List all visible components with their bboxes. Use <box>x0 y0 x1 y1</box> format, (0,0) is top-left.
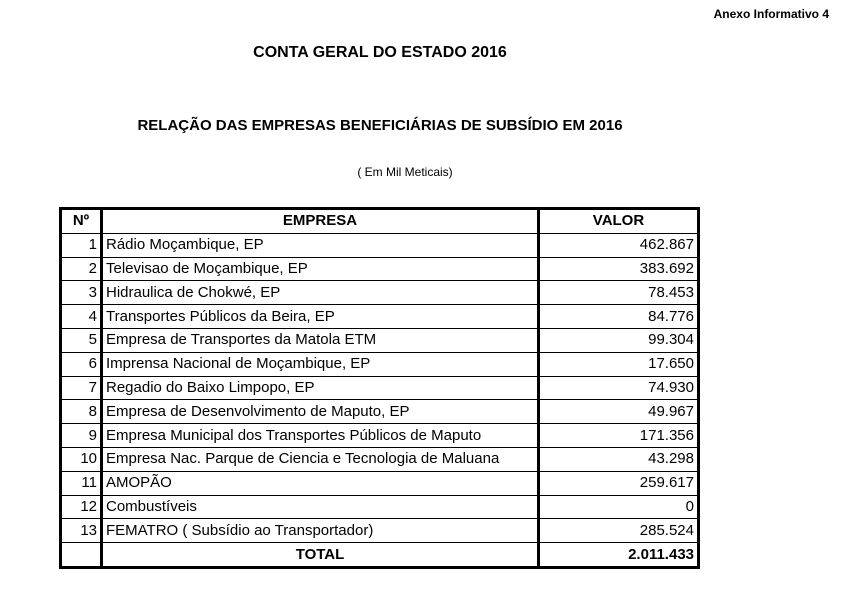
subsidy-value: 259.617 <box>539 471 699 495</box>
total-label: TOTAL <box>102 543 539 568</box>
subsidy-value: 74.930 <box>539 376 699 400</box>
subsidy-value: 99.304 <box>539 328 699 352</box>
table-row <box>61 352 699 376</box>
subsidy-table <box>59 207 700 569</box>
subsidy-value: 78.453 <box>539 281 699 305</box>
company-name: Hidraulica de Chokwé, EP <box>102 281 539 305</box>
company-name: Transportes Públicos da Beira, EP <box>102 305 539 329</box>
row-number: 6 <box>61 352 102 376</box>
subsidy-value: 17.650 <box>539 352 699 376</box>
column-header-empresa: EMPRESA <box>102 209 539 234</box>
company-name: Empresa de Desenvolvimento de Maputo, EP <box>102 400 539 424</box>
row-number: 8 <box>61 400 102 424</box>
row-number: 4 <box>61 305 102 329</box>
company-name: Televisao de Moçambique, EP <box>102 257 539 281</box>
company-name: Empresa Municipal dos Transportes Públicos de Maputo <box>102 424 539 448</box>
table-row <box>61 400 699 424</box>
subsidy-value: 462.867 <box>539 233 699 257</box>
subsidy-value: 43.298 <box>539 447 699 471</box>
table-row <box>61 495 699 519</box>
company-name: Imprensa Nacional de Moçambique, EP <box>102 352 539 376</box>
row-number: 1 <box>61 233 102 257</box>
column-header-no: Nº <box>61 209 102 234</box>
document-title: CONTA GERAL DO ESTADO 2016 <box>253 44 507 61</box>
company-name: Empresa de Transportes da Matola ETM <box>102 328 539 352</box>
subsidy-value: 49.967 <box>539 400 699 424</box>
row-number: 13 <box>61 519 102 543</box>
row-number: 11 <box>61 471 102 495</box>
subsidy-value: 84.776 <box>539 305 699 329</box>
row-number: 5 <box>61 328 102 352</box>
table-row <box>61 233 699 257</box>
company-name: Regadio do Baixo Limpopo, EP <box>102 376 539 400</box>
table-body <box>61 233 699 542</box>
table-row <box>61 376 699 400</box>
table-header-row <box>61 209 699 234</box>
column-header-valor: VALOR <box>539 209 699 234</box>
total-value: 2.011.433 <box>539 543 699 568</box>
company-name: Rádio Moçambique, EP <box>102 233 539 257</box>
row-number: 9 <box>61 424 102 448</box>
total-no-cell <box>61 543 102 568</box>
table-row <box>61 257 699 281</box>
row-number: 12 <box>61 495 102 519</box>
row-number: 2 <box>61 257 102 281</box>
unit-note: ( Em Mil Meticais) <box>357 165 453 179</box>
company-name: Combustíveis <box>102 495 539 519</box>
table-row <box>61 447 699 471</box>
subsidy-value: 0 <box>539 495 699 519</box>
table-row <box>61 519 699 543</box>
subsidy-value: 383.692 <box>539 257 699 281</box>
row-number: 3 <box>61 281 102 305</box>
row-number: 7 <box>61 376 102 400</box>
subsidy-value: 285.524 <box>539 519 699 543</box>
document-subtitle: RELAÇÃO DAS EMPRESAS BENEFICIÁRIAS DE SUBSÍDIO EM 2016 <box>137 117 623 134</box>
company-name: FEMATRO ( Subsídio ao Transportador) <box>102 519 539 543</box>
row-number: 10 <box>61 447 102 471</box>
annex-label: Anexo Informativo 4 <box>713 7 829 21</box>
company-name: Empresa Nac. Parque de Ciencia e Tecnologia de Maluana <box>102 447 539 471</box>
company-name: AMOPÃO <box>102 471 539 495</box>
total-row <box>61 543 699 568</box>
table-row <box>61 281 699 305</box>
table-row <box>61 471 699 495</box>
table-row <box>61 328 699 352</box>
table-row <box>61 424 699 448</box>
table-row <box>61 305 699 329</box>
subsidy-value: 171.356 <box>539 424 699 448</box>
